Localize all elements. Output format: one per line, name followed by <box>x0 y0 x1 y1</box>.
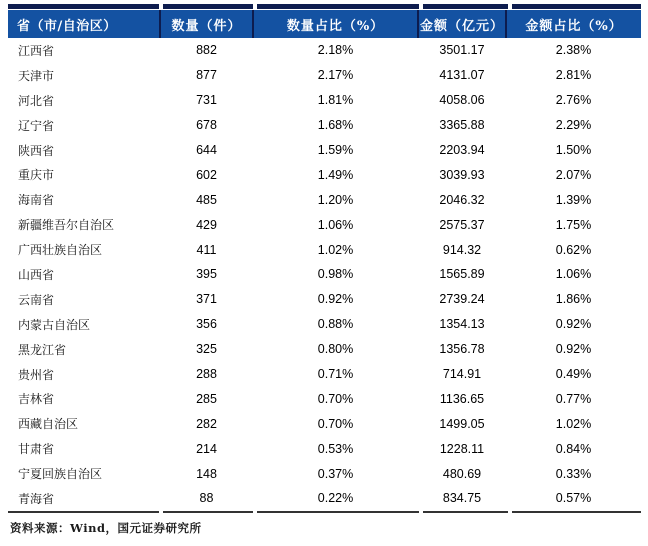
table-row <box>8 138 641 163</box>
table-bottom-rule-segment <box>163 511 253 513</box>
table-bottom-rule-segment <box>423 511 508 513</box>
column-header-4: 金额（亿元） <box>418 10 506 38</box>
value-cell: 3365.88 <box>418 113 506 138</box>
table-row <box>8 38 641 63</box>
value-cell: 2.17% <box>253 63 418 88</box>
column-header-3: 数量占比（%） <box>253 10 418 38</box>
value-cell: 2.81% <box>506 63 641 88</box>
value-cell: 4131.07 <box>418 63 506 88</box>
province-cell: 山西省 <box>8 262 160 287</box>
value-cell: 1.20% <box>253 187 418 212</box>
value-cell: 2203.94 <box>418 138 506 163</box>
table-row <box>8 212 641 237</box>
value-cell: 2.29% <box>506 113 641 138</box>
value-cell: 0.57% <box>506 486 641 511</box>
value-cell: 411 <box>160 237 253 262</box>
province-cell: 陕西省 <box>8 138 160 163</box>
value-cell: 395 <box>160 262 253 287</box>
value-cell: 1.02% <box>506 411 641 436</box>
value-cell: 877 <box>160 63 253 88</box>
province-cell: 宁夏回族自治区 <box>8 461 160 486</box>
column-header-1: 省（市/自治区） <box>8 10 160 38</box>
value-cell: 602 <box>160 162 253 187</box>
table-row <box>8 113 641 138</box>
value-cell: 0.77% <box>506 386 641 411</box>
table-top-rule-segment <box>257 4 419 9</box>
value-cell: 1.02% <box>253 237 418 262</box>
value-cell: 148 <box>160 461 253 486</box>
value-cell: 2575.37 <box>418 212 506 237</box>
value-cell: 282 <box>160 411 253 436</box>
value-cell: 0.80% <box>253 337 418 362</box>
value-cell: 731 <box>160 88 253 113</box>
value-cell: 1.06% <box>506 262 641 287</box>
value-cell: 0.84% <box>506 436 641 461</box>
value-cell: 1.81% <box>253 88 418 113</box>
value-cell: 0.62% <box>506 237 641 262</box>
table-body <box>8 38 641 511</box>
value-cell: 1136.65 <box>418 386 506 411</box>
value-cell: 2.76% <box>506 88 641 113</box>
province-cell: 广西壮族自治区 <box>8 237 160 262</box>
table-row <box>8 287 641 312</box>
value-cell: 882 <box>160 38 253 63</box>
value-cell: 0.88% <box>253 312 418 337</box>
column-header-5: 金额占比（%） <box>506 10 641 38</box>
table-container <box>8 4 641 536</box>
table-top-rule-segment <box>512 4 641 9</box>
value-cell: 1.06% <box>253 212 418 237</box>
value-cell: 4058.06 <box>418 88 506 113</box>
table-row <box>8 362 641 387</box>
value-cell: 325 <box>160 337 253 362</box>
province-cell: 西藏自治区 <box>8 411 160 436</box>
province-cell: 重庆市 <box>8 162 160 187</box>
table-row <box>8 461 641 486</box>
table-top-rule <box>8 4 641 9</box>
table-row <box>8 312 641 337</box>
value-cell: 88 <box>160 486 253 511</box>
value-cell: 285 <box>160 386 253 411</box>
value-cell: 0.33% <box>506 461 641 486</box>
value-cell: 0.92% <box>506 312 641 337</box>
table-row <box>8 262 641 287</box>
value-cell: 0.22% <box>253 486 418 511</box>
value-cell: 0.92% <box>253 287 418 312</box>
value-cell: 0.71% <box>253 362 418 387</box>
province-cell: 云南省 <box>8 287 160 312</box>
table-top-rule-segment <box>8 4 159 9</box>
table-bottom-rule-segment <box>8 511 159 513</box>
value-cell: 1.50% <box>506 138 641 163</box>
province-cell: 辽宁省 <box>8 113 160 138</box>
table-top-rule-segment <box>423 4 508 9</box>
table-row <box>8 88 641 113</box>
value-cell: 0.70% <box>253 386 418 411</box>
value-cell: 0.70% <box>253 411 418 436</box>
column-header-2: 数量（件） <box>160 10 253 38</box>
value-cell: 644 <box>160 138 253 163</box>
value-cell: 288 <box>160 362 253 387</box>
province-cell: 黑龙江省 <box>8 337 160 362</box>
province-cell: 河北省 <box>8 88 160 113</box>
value-cell: 2.18% <box>253 38 418 63</box>
value-cell: 1499.05 <box>418 411 506 436</box>
value-cell: 1354.13 <box>418 312 506 337</box>
province-cell: 海南省 <box>8 187 160 212</box>
province-cell: 内蒙古自治区 <box>8 312 160 337</box>
province-cell: 贵州省 <box>8 362 160 387</box>
value-cell: 0.98% <box>253 262 418 287</box>
table-row <box>8 436 641 461</box>
value-cell: 0.49% <box>506 362 641 387</box>
value-cell: 678 <box>160 113 253 138</box>
province-amount-table <box>8 10 641 511</box>
province-cell: 吉林省 <box>8 386 160 411</box>
value-cell: 1565.89 <box>418 262 506 287</box>
table-row <box>8 187 641 212</box>
table-row <box>8 411 641 436</box>
value-cell: 3501.17 <box>418 38 506 63</box>
value-cell: 1.68% <box>253 113 418 138</box>
value-cell: 371 <box>160 287 253 312</box>
province-cell: 新疆维吾尔自治区 <box>8 212 160 237</box>
value-cell: 0.92% <box>506 337 641 362</box>
value-cell: 914.32 <box>418 237 506 262</box>
value-cell: 1.86% <box>506 287 641 312</box>
province-cell: 江西省 <box>8 38 160 63</box>
value-cell: 714.91 <box>418 362 506 387</box>
value-cell: 1.59% <box>253 138 418 163</box>
value-cell: 0.37% <box>253 461 418 486</box>
value-cell: 214 <box>160 436 253 461</box>
value-cell: 834.75 <box>418 486 506 511</box>
province-cell: 甘肃省 <box>8 436 160 461</box>
table-top-rule-segment <box>163 4 253 9</box>
value-cell: 0.53% <box>253 436 418 461</box>
value-cell: 485 <box>160 187 253 212</box>
table-row <box>8 337 641 362</box>
value-cell: 2.07% <box>506 162 641 187</box>
table-bottom-rule-segment <box>512 511 641 513</box>
value-cell: 480.69 <box>418 461 506 486</box>
table-row <box>8 237 641 262</box>
value-cell: 1228.11 <box>418 436 506 461</box>
value-cell: 429 <box>160 212 253 237</box>
table-row <box>8 486 641 511</box>
value-cell: 3039.93 <box>418 162 506 187</box>
value-cell: 1.49% <box>253 162 418 187</box>
value-cell: 1.75% <box>506 212 641 237</box>
value-cell: 1.39% <box>506 187 641 212</box>
table-bottom-rule-segment <box>257 511 419 513</box>
value-cell: 2046.32 <box>418 187 506 212</box>
table-bottom-rule <box>8 511 641 513</box>
province-cell: 天津市 <box>8 63 160 88</box>
province-cell: 青海省 <box>8 486 160 511</box>
value-cell: 2.38% <box>506 38 641 63</box>
value-cell: 2739.24 <box>418 287 506 312</box>
table-row <box>8 162 641 187</box>
header-row <box>8 10 641 38</box>
table-row <box>8 63 641 88</box>
source-note: 资料来源：Wind，国元证券研究所 <box>10 520 202 535</box>
value-cell: 356 <box>160 312 253 337</box>
table-row <box>8 386 641 411</box>
value-cell: 1356.78 <box>418 337 506 362</box>
